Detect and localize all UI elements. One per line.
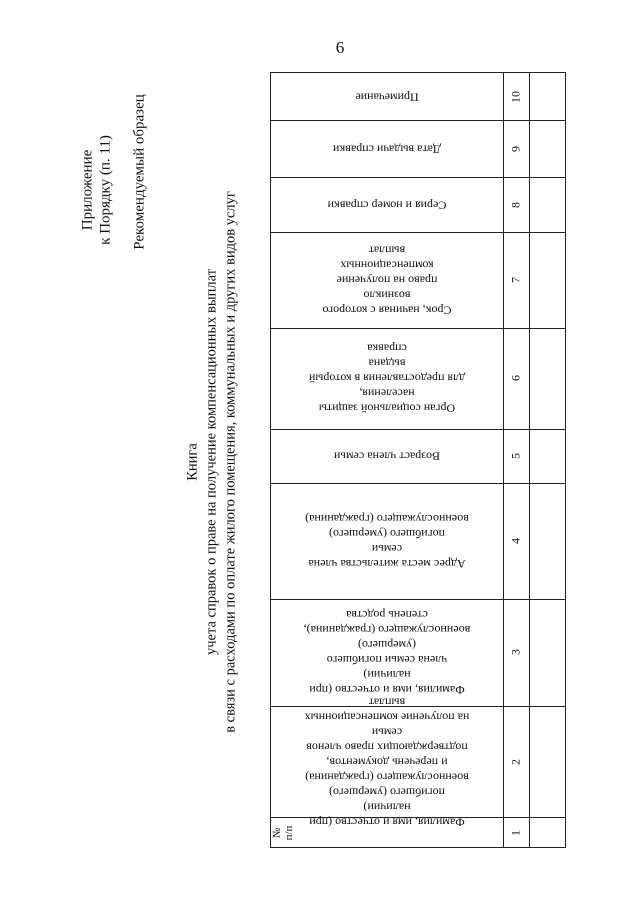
table-divider xyxy=(271,599,565,600)
column-number: 8 xyxy=(508,202,523,208)
table-divider xyxy=(503,73,504,847)
document-subtitle-line2: в связи с расходами по оплате жилого помещения, коммунальных и других видов услуг xyxy=(222,191,239,733)
document-subtitle-line1: учета справок о праве на получение компенсационных выплат xyxy=(203,268,220,656)
appendix-label: Приложение xyxy=(79,149,96,231)
recommended-sample-label: Рекомендуемый образец xyxy=(131,94,148,250)
page-number: 6 xyxy=(335,38,345,57)
column-header-entitlement-start: Срок, начиная с которого возникло право на получение компенсационных выплат xyxy=(322,243,452,318)
column-header-series-number: Серия и номер справки xyxy=(327,198,447,213)
table-divider xyxy=(271,177,565,178)
column-header-deceased-name: Фамилия, имя и отчество (при наличии) погибшего (умершего) военнослужащего (гражданина) и перечень документов, подтверждающих право членов семьи на получение компенсационных выплат xyxy=(304,695,470,830)
column-number: 10 xyxy=(508,91,523,103)
column-number: 3 xyxy=(508,649,523,655)
table-divider xyxy=(529,73,530,847)
column-header-member-age: Возраст члена семьи xyxy=(333,449,441,464)
column-number: 9 xyxy=(508,146,523,152)
column-header-member-name: Фамилия, имя и отчество (при наличии) члена семьи погибшего (умершего) военнослужащего (гражданина), степень родства xyxy=(303,608,471,697)
column-header-issue-date: Дата выдачи справки xyxy=(332,142,442,157)
appendix-reference: к Порядку (п. 11) xyxy=(97,135,114,245)
column-number: 7 xyxy=(508,277,523,283)
column-header-notes: Примечание xyxy=(355,90,419,105)
column-number: 6 xyxy=(508,375,523,381)
column-header-member-address: Адрес места жительства члена семьи погибшего (умершего) военнослужащего (гражданина) xyxy=(305,512,469,571)
table-divider xyxy=(271,483,565,484)
table-divider xyxy=(271,232,565,233)
table-divider xyxy=(271,328,565,329)
column-number: 1 xyxy=(508,830,523,836)
document-title: Книга xyxy=(184,443,201,481)
column-number: 4 xyxy=(508,538,523,544)
column-number: 5 xyxy=(508,453,523,459)
register-table xyxy=(270,72,566,848)
table-divider xyxy=(271,429,565,430)
column-number: 2 xyxy=(508,759,523,765)
column-header-row-number: № п/п xyxy=(271,825,295,841)
table-divider xyxy=(271,120,565,121)
column-header-social-authority: Орган социальной защиты населения, для предоставления в который выдана справка xyxy=(308,341,466,416)
